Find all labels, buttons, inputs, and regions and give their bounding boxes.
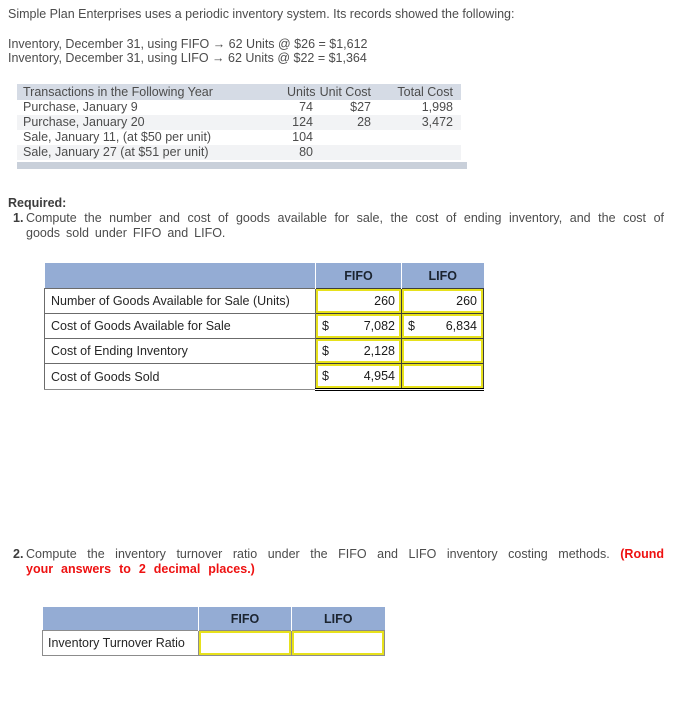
col-header-total-cost: Total Cost <box>397 84 453 99</box>
col-header-fifo: FIFO <box>316 263 402 289</box>
inventory-summary <box>8 37 368 65</box>
requirement-2-text: Compute the inventory turnover ratio under the FIFO and LIFO inventory costing methods. (Round your answers to 2 decimal places.) <box>26 547 664 576</box>
table-row <box>45 289 484 314</box>
lifo-units-available-input[interactable]: 260 <box>402 289 483 313</box>
transaction-label: Sale, January 11, (at $50 per unit) <box>23 130 212 144</box>
row-label-cost-available: Cost of Goods Available for Sale <box>45 314 316 339</box>
table-row <box>45 314 484 339</box>
col-header-transactions: Transactions in the Following Year <box>23 84 213 99</box>
fifo-ending-inventory-input[interactable]: $ 2,128 <box>316 339 401 363</box>
lifo-turnover-input[interactable] <box>292 631 384 655</box>
transaction-total-cost <box>373 130 461 145</box>
horizontal-scrollbar[interactable] <box>17 162 467 169</box>
table-row <box>17 130 461 145</box>
transaction-unit-cost: 28 <box>357 115 371 129</box>
col-header-lifo: LIFO <box>402 263 484 289</box>
lifo-ending-inventory-input[interactable] <box>402 339 483 363</box>
transaction-label: Sale, January 27 (at $51 per unit) <box>23 145 209 159</box>
dollar-sign: $ <box>322 319 329 333</box>
transaction-units: 74 <box>299 100 313 114</box>
transaction-total-cost: 1,998 <box>421 100 453 114</box>
header-blank-cell <box>45 263 316 289</box>
table-row <box>17 145 461 160</box>
transaction-units: 80 <box>299 145 313 159</box>
col-header-fifo: FIFO <box>199 607 292 631</box>
fifo-cogs-input[interactable]: $ 4,954 <box>316 364 401 388</box>
table-row <box>45 364 484 390</box>
fifo-turnover-input[interactable] <box>199 631 291 655</box>
col-header-lifo: LIFO <box>292 607 385 631</box>
fifo-inventory-line: Inventory, December 31, using FIFO → 62 Units @ $26 = $1,612 <box>8 37 368 51</box>
table-row <box>17 115 461 130</box>
table-row <box>45 339 484 364</box>
transaction-units: 124 <box>292 115 313 129</box>
transaction-total-cost: 3,472 <box>421 115 453 129</box>
lifo-inventory-line: Inventory, December 31, using LIFO → 62 Units @ $22 = $1,364 <box>8 51 367 65</box>
requirement-2-number: 2. <box>13 547 24 561</box>
requirement-1 <box>13 211 664 240</box>
lifo-cogs-input[interactable] <box>402 364 483 388</box>
required-heading: Required: <box>8 196 67 210</box>
table-row <box>43 631 385 656</box>
col-header-unit-cost: Unit Cost <box>319 84 371 99</box>
row-label-units-available: Number of Goods Available for Sale (Units) <box>45 289 316 314</box>
col-header-units: Units <box>287 84 316 99</box>
table-row <box>17 100 461 115</box>
transaction-total-cost <box>373 145 461 160</box>
row-label-cost-of-goods-sold: Cost of Goods Sold <box>45 364 316 390</box>
transaction-unit-cost <box>317 145 373 160</box>
turnover-ratio-table <box>42 607 385 656</box>
fifo-lifo-answer-table <box>44 263 484 391</box>
requirement-2 <box>13 547 664 576</box>
transaction-label: Purchase, January 9 <box>23 100 138 114</box>
fifo-units-available-input[interactable]: 260 <box>316 289 401 313</box>
answer-table-header-row <box>43 607 385 631</box>
requirement-1-text: Compute the number and cost of goods available for sale, the cost of ending inventory, and the cost of goods sold under FIFO and LIFO. <box>26 211 664 240</box>
transaction-unit-cost: $27 <box>350 100 371 114</box>
transaction-label: Purchase, January 20 <box>23 115 145 129</box>
transactions-table <box>17 84 461 160</box>
transaction-units: 104 <box>292 130 313 144</box>
row-label-ending-inventory: Cost of Ending Inventory <box>45 339 316 364</box>
fifo-cost-available-input[interactable]: $ 7,082 <box>316 314 401 338</box>
dollar-sign: $ <box>322 344 329 358</box>
transaction-unit-cost <box>317 130 373 145</box>
rounding-note: (Round your answers to 2 decimal places.) <box>26 547 664 576</box>
transactions-header-row <box>17 84 461 100</box>
problem-statement: Simple Plan Enterprises uses a periodic inventory system. Its records showed the following: <box>8 7 515 21</box>
dollar-sign: $ <box>408 319 415 333</box>
row-label-turnover-ratio: Inventory Turnover Ratio <box>43 631 199 656</box>
answer-table-header-row <box>45 263 484 289</box>
dollar-sign: $ <box>322 369 329 383</box>
lifo-cost-available-input[interactable]: $ 6,834 <box>402 314 483 338</box>
header-blank-cell <box>43 607 199 631</box>
requirement-1-number: 1. <box>13 211 24 225</box>
